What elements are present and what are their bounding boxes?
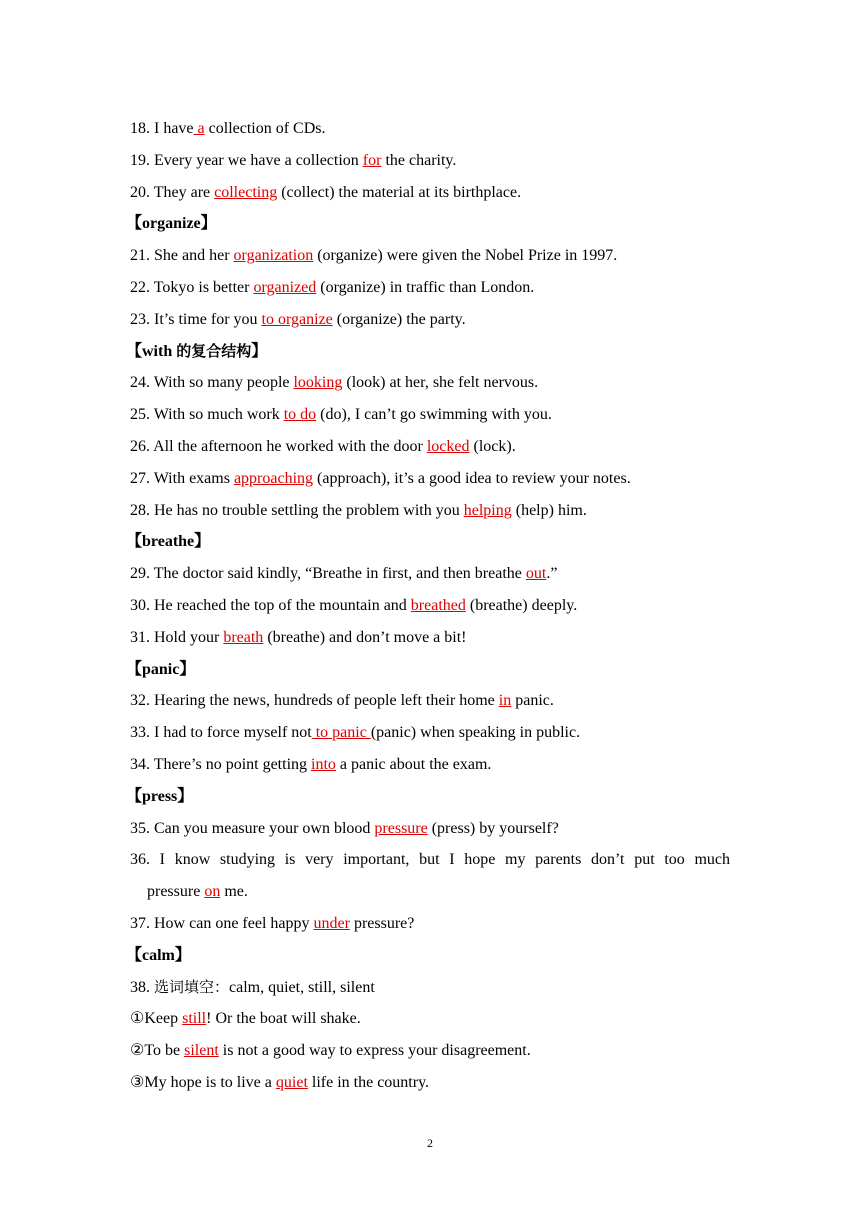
item-text: 20. They are xyxy=(130,183,215,201)
item-text: life in the country. xyxy=(307,1073,430,1091)
answer-text: breath xyxy=(223,628,264,646)
item-text: (organize) in traffic than London. xyxy=(316,278,535,296)
answer-text: into xyxy=(311,755,336,773)
item-text: ②To be xyxy=(130,1042,185,1060)
item-text: a panic about the exam. xyxy=(335,755,492,773)
item-text: (press) by yourself? xyxy=(427,819,559,837)
answer-text: organized xyxy=(253,278,317,296)
exercise-item xyxy=(130,495,730,527)
exercise-item xyxy=(130,590,730,622)
item-text: 19. Every year we have a collection xyxy=(130,151,363,169)
answer-text: under xyxy=(313,914,350,932)
item-text: 30. He reached the top of the mountain and xyxy=(130,596,411,614)
item-text: me. xyxy=(220,883,248,901)
exercise-item xyxy=(130,1035,730,1067)
answer-text: silent xyxy=(184,1042,219,1060)
section-heading xyxy=(126,940,730,972)
item-text: ③My hope is to live a xyxy=(130,1073,276,1091)
exercise-item xyxy=(130,113,730,145)
section-heading xyxy=(126,336,730,368)
item-text: (organize) were given the Nobel Prize in 1997. xyxy=(313,247,618,265)
page-number: 2 xyxy=(427,1136,433,1150)
exercise-item xyxy=(130,177,730,209)
answer-text: looking xyxy=(293,374,343,392)
section-heading xyxy=(126,208,730,240)
item-text: 34. There’s no point getting xyxy=(130,755,312,773)
item-text: (do), I can’t go swimming with you. xyxy=(316,406,552,424)
section-heading xyxy=(126,781,730,813)
exercise-item xyxy=(130,367,730,399)
item-text: (organize) the party. xyxy=(332,310,466,328)
exercise-item-continuation xyxy=(130,876,730,908)
item-text: 25. With so much work xyxy=(130,406,284,424)
item-text: .” xyxy=(546,565,558,583)
answer-text: breathed xyxy=(410,596,466,614)
item-text: 37. How can one feel happy xyxy=(130,914,314,932)
item-text: ! Or the boat will shake. xyxy=(206,1010,361,1028)
exercise-item xyxy=(130,844,730,876)
item-text: 18. I have xyxy=(130,120,194,137)
item-text: 28. He has no trouble settling the problem with you xyxy=(130,501,464,519)
section-heading xyxy=(126,526,730,558)
heading-text: 【breathe】 xyxy=(126,533,211,551)
item-text: panic. xyxy=(511,692,554,710)
item-text: pressure xyxy=(147,883,205,901)
item-text: (collect) the material at its birthplace. xyxy=(277,183,522,201)
exercise-item xyxy=(130,972,730,1004)
exercise-item xyxy=(130,145,730,177)
item-text: (breathe) deeply. xyxy=(465,596,578,614)
answer-text: out xyxy=(525,565,547,583)
exercise-item xyxy=(130,558,730,590)
exercise-item xyxy=(130,749,730,781)
item-text: ①Keep xyxy=(130,1010,183,1028)
instruction-zh: 选词填空： xyxy=(154,977,230,996)
heading-text-zh: 的复合结构 xyxy=(176,341,252,360)
answer-text: quiet xyxy=(275,1073,308,1091)
heading-text: 【panic】 xyxy=(126,660,196,678)
item-text: 36. I know studying is very important, but I hope my parents don’t put too much xyxy=(130,851,730,869)
item-text: the charity. xyxy=(381,151,457,169)
heading-text: 【press】 xyxy=(126,787,194,805)
answer-text: still xyxy=(182,1010,207,1028)
item-text: pressure? xyxy=(349,914,415,932)
item-text: 24. With so many people xyxy=(130,374,294,392)
heading-text: 【calm】 xyxy=(126,946,191,964)
heading-text: 【organize】 xyxy=(126,215,217,233)
item-text: 29. The doctor said kindly, “Breathe in first, and then breathe xyxy=(130,565,526,583)
item-text: (lock). xyxy=(469,437,516,455)
exercise-item xyxy=(130,272,730,304)
item-text: 27. With exams xyxy=(130,469,234,487)
answer-text: a xyxy=(193,120,205,137)
exercise-item xyxy=(130,240,730,272)
item-text: (approach), it’s a good idea to review your notes. xyxy=(313,469,631,487)
worksheet-content xyxy=(126,113,730,1099)
item-text: 23. It’s time for you xyxy=(130,310,262,328)
answer-text: locked xyxy=(426,437,470,455)
item-text: (look) at her, she felt nervous. xyxy=(342,374,539,392)
item-text: 32. Hearing the news, hundreds of people left their home xyxy=(130,692,499,710)
exercise-item xyxy=(130,304,730,336)
answer-text: on xyxy=(204,883,221,901)
item-text: 38. xyxy=(130,978,154,996)
item-text: 31. Hold your xyxy=(130,628,224,646)
answer-text: to do xyxy=(283,406,317,424)
item-text: (breathe) and don’t move a bit! xyxy=(263,628,467,646)
item-text: collection of CDs. xyxy=(204,120,326,137)
answer-text: for xyxy=(362,151,382,169)
answer-text: to organize xyxy=(261,310,333,328)
exercise-item xyxy=(130,622,730,654)
exercise-item xyxy=(130,908,730,940)
answer-text: pressure xyxy=(374,819,428,837)
answer-text: to panic xyxy=(311,724,371,742)
answer-text: in xyxy=(498,692,512,710)
answer-text: approaching xyxy=(233,469,314,487)
item-text: 35. Can you measure your own blood xyxy=(130,819,375,837)
item-text: 26. All the afternoon he worked with the door xyxy=(130,437,427,455)
exercise-item xyxy=(130,813,730,845)
item-text: 21. She and her xyxy=(130,247,234,265)
item-text: is not a good way to express your disagreement. xyxy=(218,1042,531,1060)
heading-text: 】 xyxy=(251,342,268,360)
word-options: calm, quiet, still, silent xyxy=(229,978,375,996)
section-heading xyxy=(126,654,730,686)
exercise-item xyxy=(130,399,730,431)
item-text: 33. I had to force myself not xyxy=(130,724,312,742)
heading-text: 【with xyxy=(126,342,177,360)
item-text: (panic) when speaking in public. xyxy=(370,724,581,742)
exercise-item xyxy=(130,685,730,717)
exercise-item xyxy=(130,463,730,495)
exercise-item xyxy=(130,717,730,749)
exercise-item xyxy=(130,1067,730,1099)
answer-text: helping xyxy=(463,501,512,519)
item-text: (help) him. xyxy=(511,501,587,519)
exercise-item xyxy=(130,1003,730,1035)
answer-text: collecting xyxy=(214,183,278,201)
answer-text: organization xyxy=(233,247,314,265)
exercise-item xyxy=(130,431,730,463)
item-text: 22. Tokyo is better xyxy=(130,278,254,296)
